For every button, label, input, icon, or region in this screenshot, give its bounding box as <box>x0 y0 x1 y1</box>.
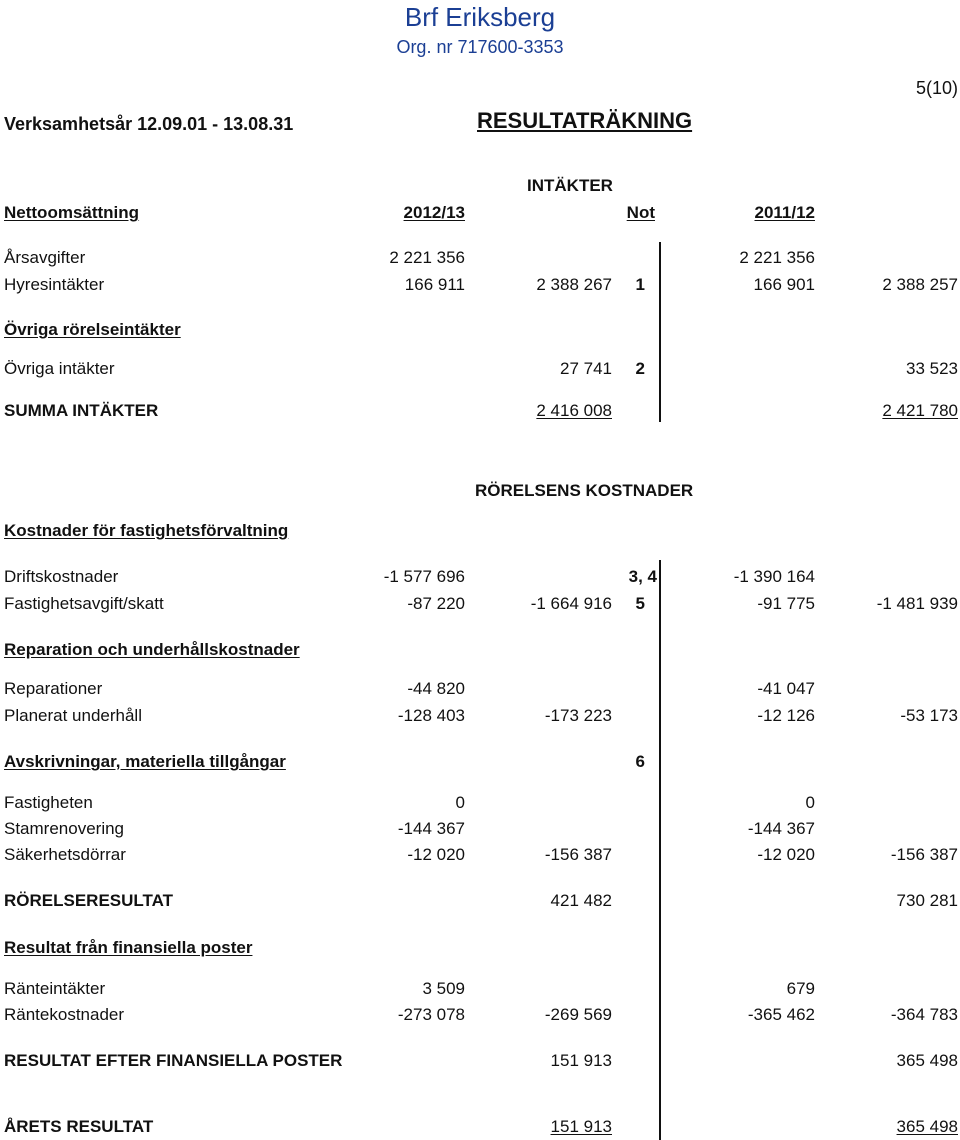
current-amount: 0 <box>455 793 465 812</box>
current-subtotal: 2 388 267 <box>536 275 612 294</box>
previous-subtotal: 2 388 257 <box>882 275 958 294</box>
previous-subtotal: -1 481 939 <box>876 594 958 613</box>
previous-total: 365 498 <box>896 1051 958 1070</box>
column-label-nettoomsattning: Nettoomsättning <box>4 203 140 222</box>
row-label: Säkerhetsdörrar <box>4 845 126 864</box>
row-label: SUMMA INTÄKTER <box>4 401 159 420</box>
current-amount: -44 820 <box>407 679 465 698</box>
previous-amount: -91 775 <box>757 594 815 613</box>
previous-subtotal: -156 387 <box>890 845 958 864</box>
section-heading-property-management: Kostnader för fastighetsförvaltning <box>4 521 289 540</box>
current-amount: -12 020 <box>407 845 465 864</box>
current-amount: -87 220 <box>407 594 465 613</box>
section-heading-other-income: Övriga rörelseintäkter <box>4 320 181 339</box>
column-current-year: 2012/13 <box>403 203 465 222</box>
row-label: Planerat underhåll <box>4 706 142 725</box>
previous-subtotal: -53 173 <box>900 706 958 725</box>
current-subtotal: -269 569 <box>544 1005 612 1024</box>
current-amount: 3 509 <box>422 979 465 998</box>
page-title: RESULTATRÄKNING <box>477 108 693 133</box>
section-heading-repairs: Reparation och underhållskostnader <box>4 640 300 659</box>
current-subtotal: -156 387 <box>544 845 612 864</box>
previous-amount: 166 901 <box>753 275 815 294</box>
organization-name: Brf Eriksberg <box>404 2 556 32</box>
column-previous-year: 2011/12 <box>754 203 815 222</box>
row-label: Ränteintäkter <box>4 979 106 998</box>
column-divider-income <box>659 242 661 422</box>
current-amount: -273 078 <box>397 1005 465 1024</box>
row-label: ÅRETS RESULTAT <box>4 1117 154 1136</box>
previous-amount: 679 <box>786 979 815 998</box>
previous-subtotal: 33 523 <box>906 359 958 378</box>
fiscal-year: Verksamhetsår 12.09.01 - 13.08.31 <box>4 114 294 134</box>
row-label: Driftskostnader <box>4 567 119 586</box>
row-label: Hyresintäkter <box>4 275 105 294</box>
row-label: Räntekostnader <box>4 1005 125 1024</box>
organization-number: Org. nr 717600-3353 <box>396 37 564 57</box>
previous-amount: 2 221 356 <box>739 248 815 267</box>
previous-amount: -12 020 <box>757 845 815 864</box>
previous-amount: -41 047 <box>757 679 815 698</box>
previous-amount: -144 367 <box>747 819 815 838</box>
row-label: Övriga intäkter <box>4 359 115 378</box>
row-label: Fastighetsavgift/skatt <box>4 594 164 613</box>
previous-amount: -365 462 <box>747 1005 815 1024</box>
section-heading-depreciation: Avskrivningar, materiella tillgångar <box>4 752 286 771</box>
current-total: 151 913 <box>550 1117 612 1136</box>
current-total: 151 913 <box>550 1051 612 1070</box>
current-amount: -1 577 696 <box>383 567 465 586</box>
row-label: Stamrenovering <box>4 819 125 838</box>
previous-amount: -1 390 164 <box>733 567 815 586</box>
row-label: Årsavgifter <box>4 248 86 267</box>
column-divider-costs <box>659 560 661 1140</box>
page-number: 5(10) <box>915 78 958 98</box>
previous-amount: 0 <box>805 793 815 812</box>
costs-heading: RÖRELSENS KOSTNADER <box>475 481 694 500</box>
previous-amount: -12 126 <box>757 706 815 725</box>
note-reference: 6 <box>635 752 645 771</box>
previous-total: 730 281 <box>896 891 958 910</box>
column-note: Not <box>626 203 655 222</box>
previous-total: 365 498 <box>896 1117 958 1136</box>
section-heading-financial: Resultat från finansiella poster <box>4 938 253 957</box>
current-subtotal: -1 664 916 <box>530 594 612 613</box>
row-label: RESULTAT EFTER FINANSIELLA POSTER <box>4 1051 343 1070</box>
row-label: Reparationer <box>4 679 103 698</box>
note-reference: 1 <box>635 275 645 294</box>
current-amount: -144 367 <box>397 819 465 838</box>
previous-subtotal: -364 783 <box>890 1005 958 1024</box>
current-total: 2 416 008 <box>536 401 612 420</box>
current-total: 421 482 <box>550 891 612 910</box>
note-reference: 3, 4 <box>628 567 657 586</box>
row-label: RÖRELSERESULTAT <box>4 891 174 910</box>
previous-total: 2 421 780 <box>882 401 958 420</box>
note-reference: 2 <box>635 359 645 378</box>
note-reference: 5 <box>635 594 645 613</box>
row-label: Fastigheten <box>4 793 93 812</box>
current-subtotal: 27 741 <box>560 359 612 378</box>
income-heading: INTÄKTER <box>527 176 613 195</box>
current-subtotal: -173 223 <box>544 706 612 725</box>
current-amount: 2 221 356 <box>389 248 465 267</box>
current-amount: -128 403 <box>397 706 465 725</box>
current-amount: 166 911 <box>404 275 465 294</box>
